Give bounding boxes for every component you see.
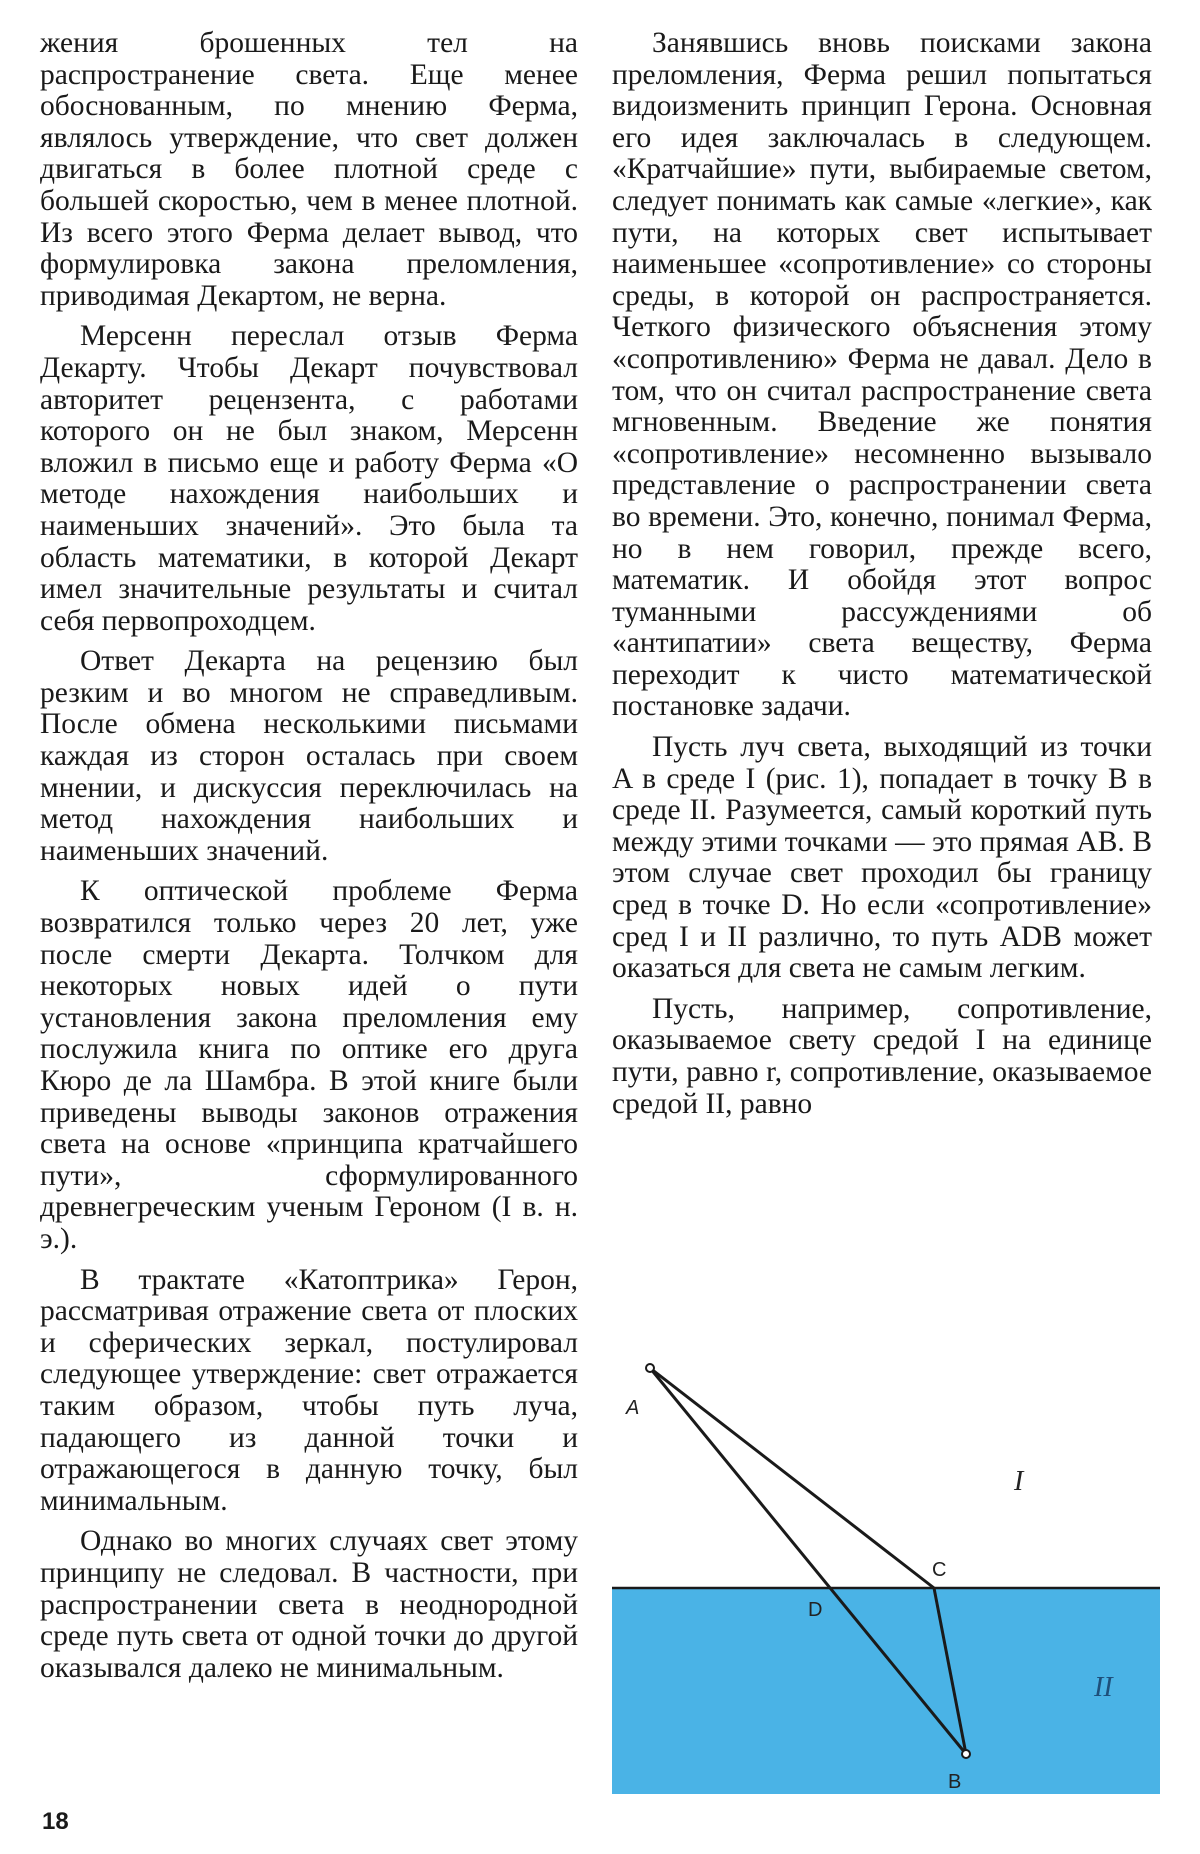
refraction-diagram (612, 1322, 1160, 1794)
right-column (612, 28, 1152, 1129)
paragraph: жения брошенных тел на распространение света. Еще менее обоснованным, по мнению Ферма, являлось утверждение, что свет должен двигаться в более плотной среде с большей скоростью, чем в менее плотной. Из всего этого Ферма делает вывод, что формулировка закона преломления, приводимая Декартом, не верна. (40, 27, 578, 312)
refraction-figure (612, 1322, 1160, 1794)
point-d-label: D (808, 1599, 823, 1621)
point-c-label: C (932, 1559, 947, 1581)
point-a-label: A (626, 1397, 640, 1419)
paragraph: К оптической проблеме Ферма возвратился только через 20 лет, уже после смерти Декарта. Толчком для некоторых новых идей о пути установления закона преломления ему послужила книга по оптике его друга Кюро де ла Шамбра. В этой книге были приведены выводы законов отражения света на основе «принципа кратчайшего пути», сформулированного древнегреческим ученым Героном (I в. н. э.). (40, 875, 578, 1255)
medium-one-label: I (1014, 1466, 1024, 1497)
paragraph: В трактате «Катоптрика» Герон, рассматривая отражение света от плоских и сферических зеркал, постулировал следующее утверждение: свет отражается таким образом, чтобы путь луча, падающего из данной точки и отражающегося в данную точку, был минимальным. (40, 1263, 578, 1517)
paragraph: Мерсенн переслал отзыв Ферма Декарту. Чтобы Декарт почувствовал авторитет рецензента, с работами которого он не был знаком, Мерсенн вложил в письмо еще и работу Ферма «О методе нахождения наибольших и наименьших значений». Это была та область математики, в которой Декарт имел значительные результаты и считал себя первопроходцем. (40, 320, 578, 637)
point-a-marker (646, 1364, 654, 1372)
paragraph: Ответ Декарта на рецензию был резким и во многом не справедливым. После обмена несколькими письмами каждая из сторон осталась при своем мнении, и дискуссия переключилась на метод нахождения наибольших и наименьших значений. (40, 645, 578, 867)
page-number: 18 (42, 1808, 69, 1835)
medium-two-label: II (1094, 1672, 1113, 1703)
left-column (40, 28, 578, 1693)
ray-a-to-c (650, 1368, 934, 1588)
medium-two-region (612, 1588, 1160, 1794)
paragraph: Занявшись вновь поисками закона преломления, Ферма решил попытаться видоизменить принцип Герона. Основная его идея заключалась в следующем. «Кратчайшие» пути, выбираемые светом, следует понимать как самые «легкие», как пути, на которых свет испытывает наименьшее «сопротивление» со стороны среды, в которой он распространяется. Четкого физического объяснения этому «сопротивлению» Ферма не давал. Дело в том, что он считал распространение света мгновенным. Введение же понятия «сопротивление» несомненно вызывало представление о распространении света во времени. Это, конечно, понимал Ферма, но в нем говорил, прежде всего, математик. И обойдя этот вопрос туманными рассуждениями об «антипатии» света веществу, Ферма переходит к чисто математической постановке задачи. (612, 27, 1152, 723)
paragraph: Пусть луч света, выходящий из точки A в среде I (рис. 1), попадает в точку B в среде II. Разумеется, самый короткий путь между этими точками — это прямая AB. В этом случае свет проходил бы границу сред в точке D. Но если «сопротивление» сред I и II различно, то путь ADB может оказаться для света не самым легким. (612, 731, 1152, 985)
paragraph: Однако во многих случаях свет этому принципу не следовал. В частности, при распространении света в неоднородной среде путь света от одной точки до другой оказывался далеко не минимальным. (40, 1525, 578, 1684)
paragraph: Пусть, например, сопротивление, оказываемое свету средой I на единице пути, равно r, сопротивление, оказываемое средой II, равно (612, 992, 1152, 1120)
point-b-marker (962, 1750, 970, 1758)
point-b-label: B (948, 1771, 962, 1793)
